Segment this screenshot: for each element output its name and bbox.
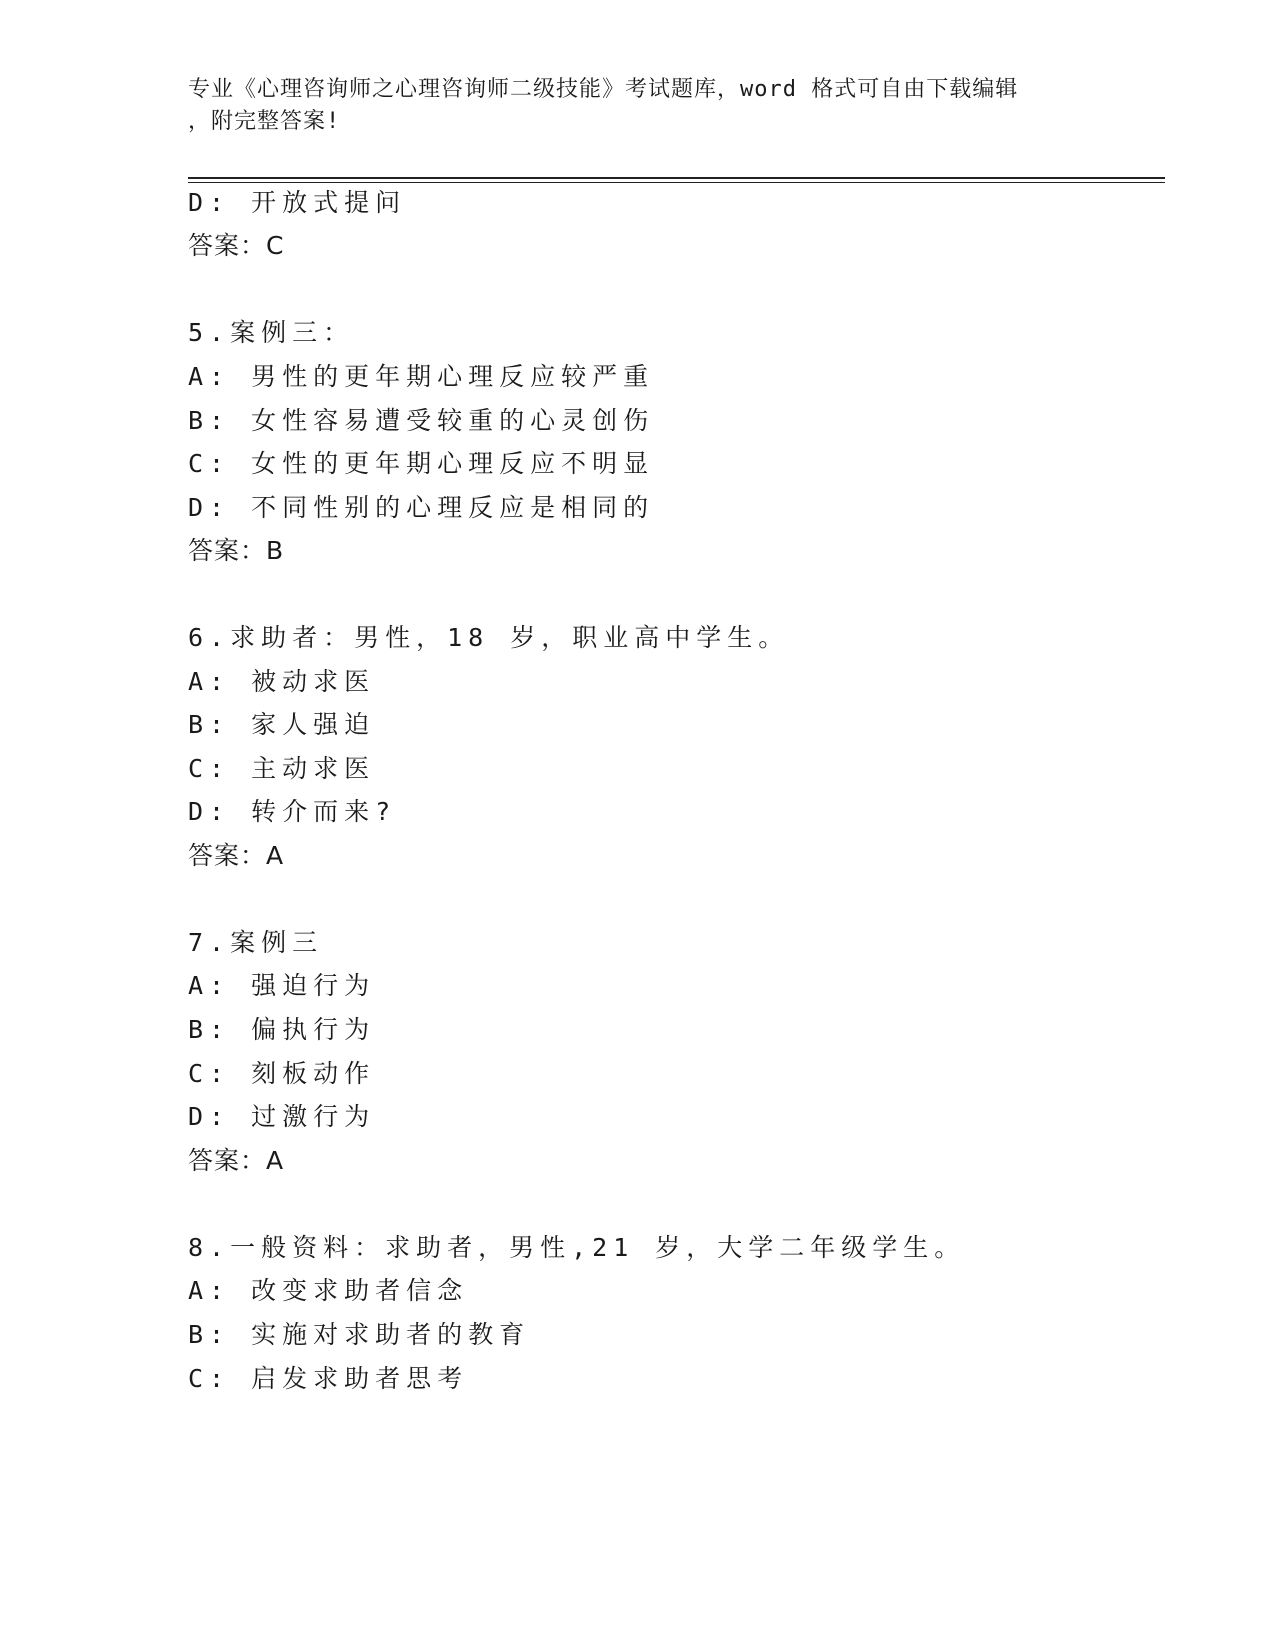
answer-label: 答案：A	[188, 841, 285, 870]
option-b: B: 家人强迫	[188, 710, 376, 739]
option-d: D: 过激行为	[188, 1102, 376, 1131]
option-c: C: 启发求助者思考	[188, 1364, 469, 1393]
question-stem: 5.案例三：	[188, 318, 355, 347]
header-line-1: 专业《心理咨询师之心理咨询师二级技能》考试题库，word 格式可自由下载编辑	[188, 77, 1019, 102]
option-d: D: 转介而来?	[188, 797, 397, 826]
answer-label: 答案：B	[188, 536, 285, 565]
option-a: A: 男性的更年期心理反应较严重	[188, 362, 655, 391]
document-header	[188, 74, 1088, 138]
option-a: A: 强迫行为	[188, 971, 376, 1000]
header-line-2: ，附完整答案!	[188, 109, 341, 134]
question-stem: 7.案例三	[188, 928, 324, 957]
header-divider	[188, 177, 1165, 179]
option-d: D: 开放式提问	[188, 188, 407, 217]
option-a: A: 被动求医	[188, 667, 376, 696]
question-stem: 6.求助者：男性，18 岁，职业高中学生。	[188, 623, 790, 652]
option-b: B: 女性容易遭受较重的心灵创伤	[188, 406, 655, 435]
option-c: C: 主动求医	[188, 754, 376, 783]
answer-label: 答案：C	[188, 231, 285, 260]
answer-label: 答案：A	[188, 1146, 285, 1175]
option-b: B: 实施对求助者的教育	[188, 1320, 531, 1349]
option-d: D: 不同性别的心理反应是相同的	[188, 493, 655, 522]
question-stem: 8.一般资料：求助者，男性,21 岁，大学二年级学生。	[188, 1233, 966, 1262]
option-a: A: 改变求助者信念	[188, 1276, 469, 1305]
option-c: C: 女性的更年期心理反应不明显	[188, 449, 655, 478]
header-divider-thin	[188, 182, 1165, 183]
option-c: C: 刻板动作	[188, 1059, 376, 1088]
option-b: B: 偏执行为	[188, 1015, 376, 1044]
